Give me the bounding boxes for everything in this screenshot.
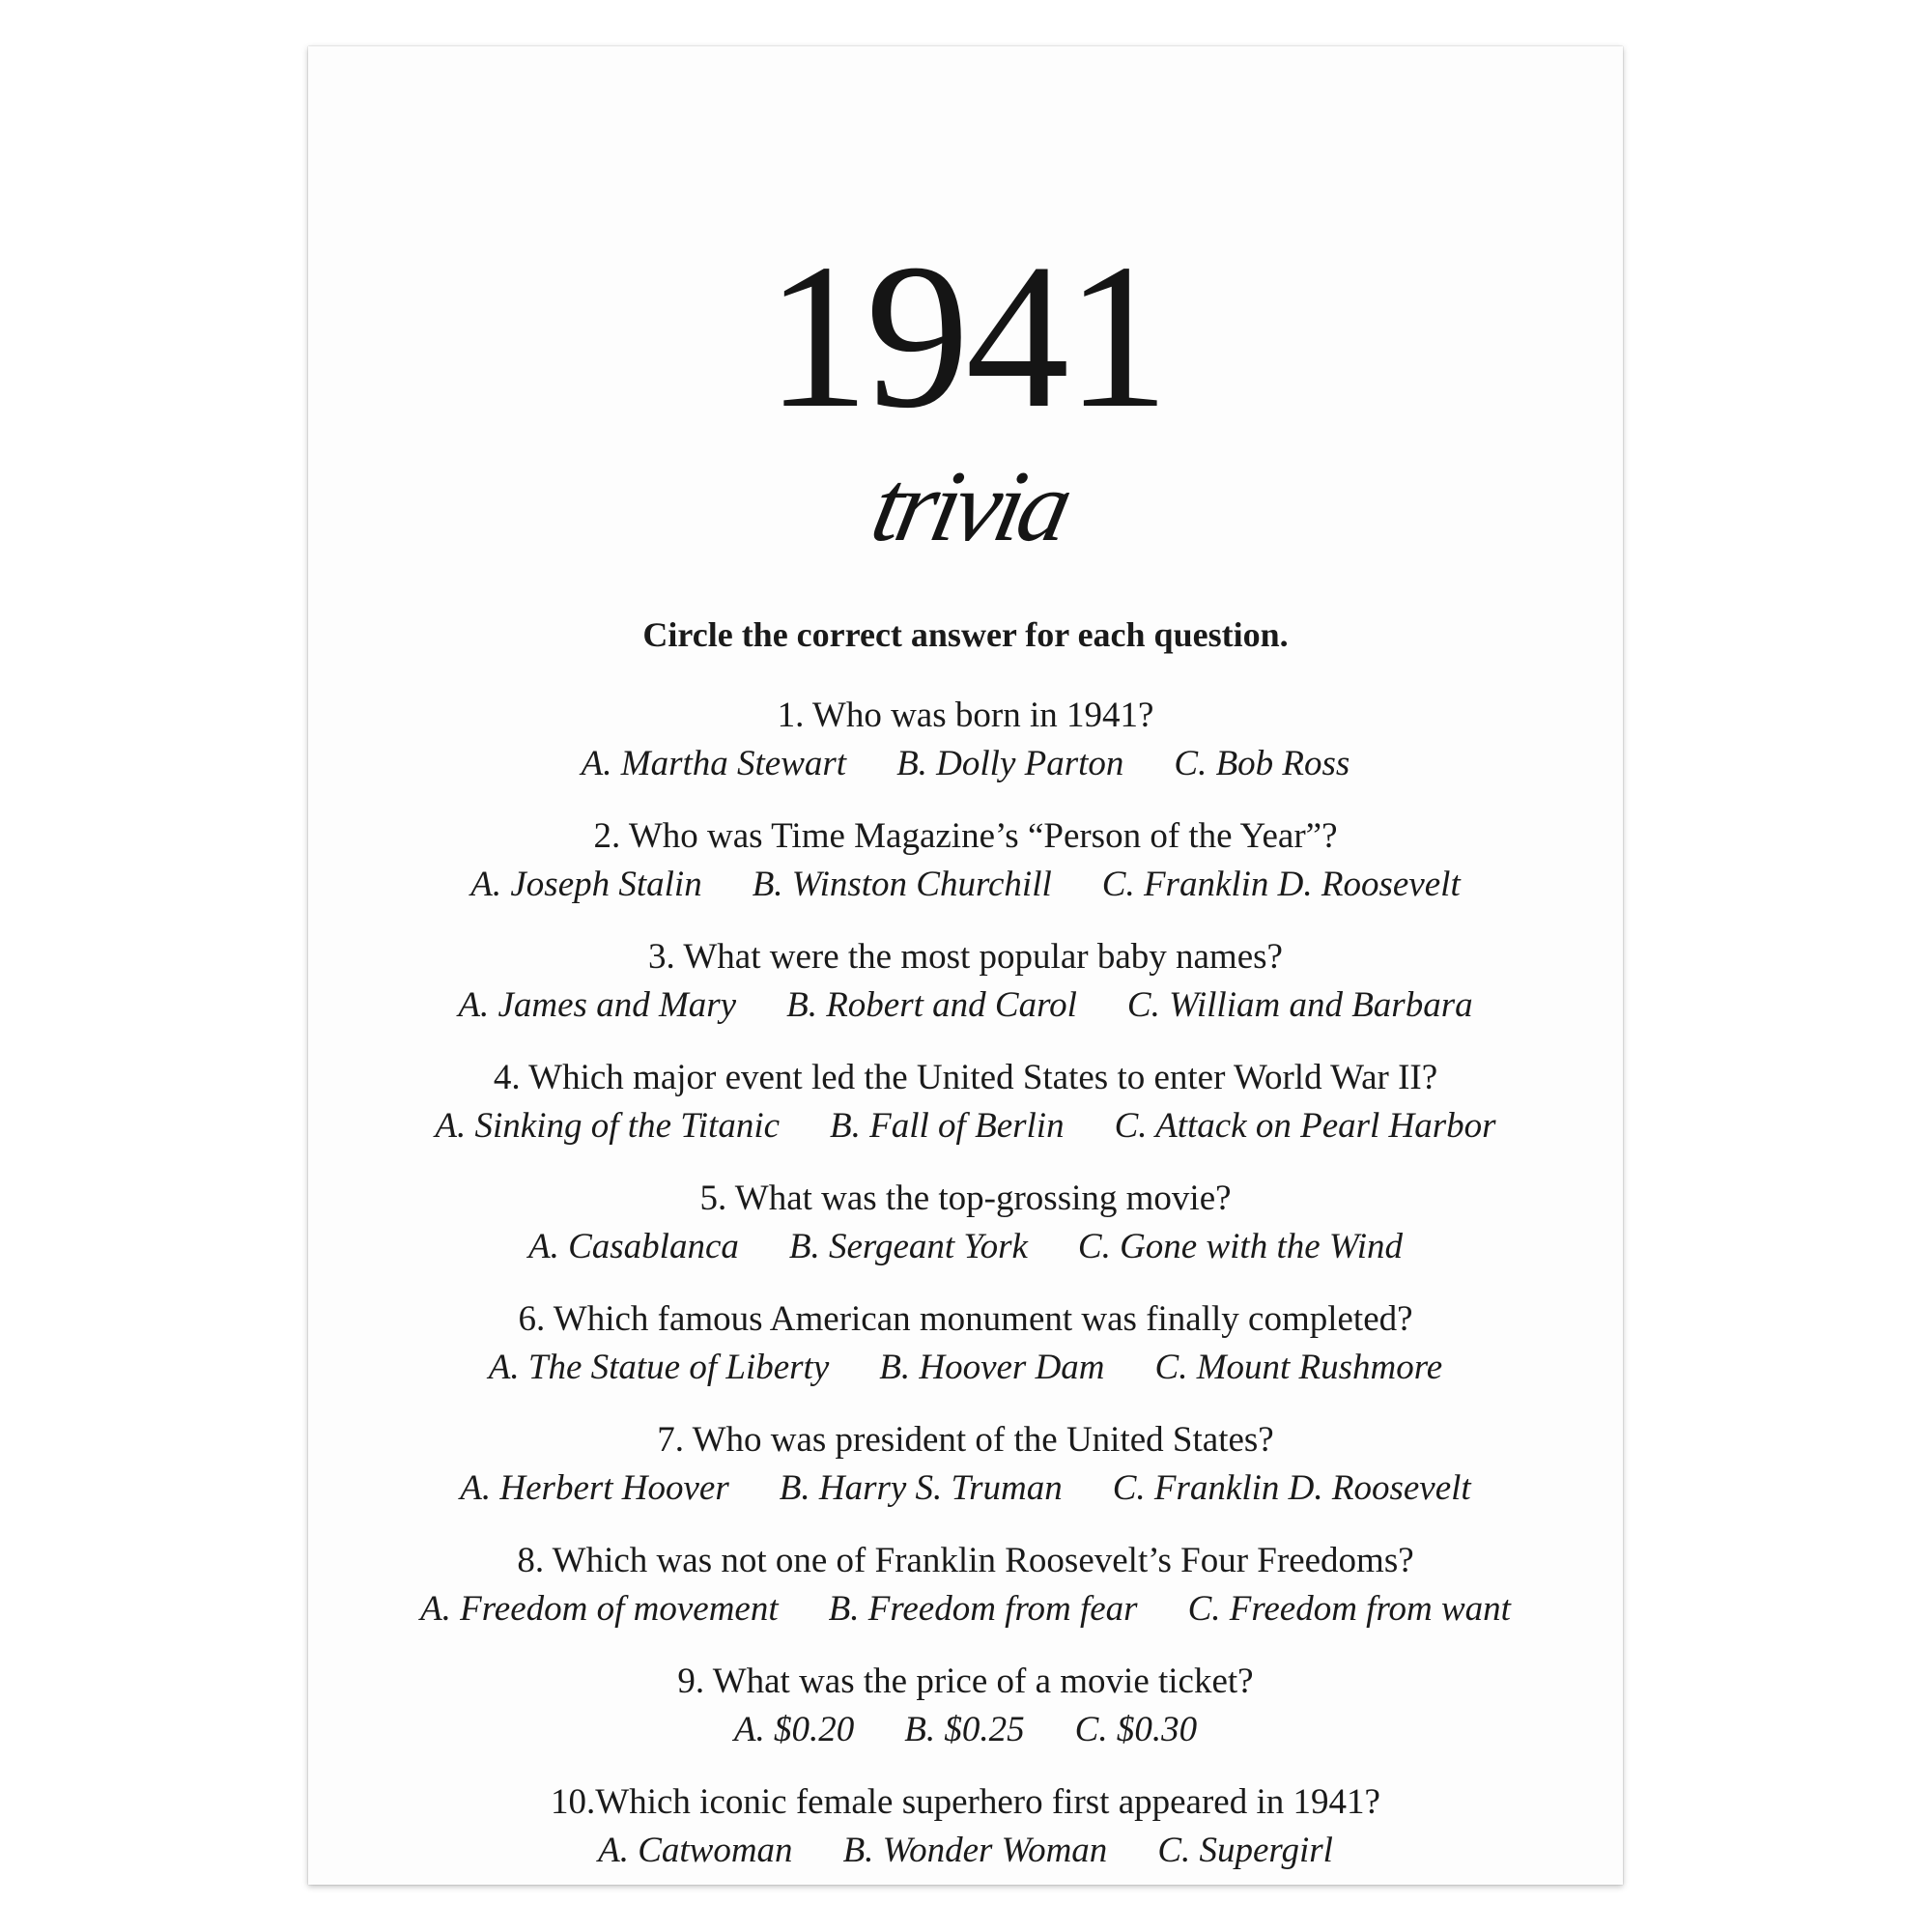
answer-option[interactable]: A. Herbert Hoover bbox=[460, 1468, 729, 1508]
question-item bbox=[308, 1778, 1623, 1899]
answer-options bbox=[308, 1464, 1623, 1513]
answer-option[interactable]: B. Winston Churchill bbox=[752, 865, 1052, 904]
question-text: 5. What was the top-grossing movie? bbox=[699, 1179, 1232, 1218]
answer-options bbox=[308, 1344, 1623, 1392]
answer-option[interactable]: C. William and Barbara bbox=[1126, 985, 1473, 1025]
answer-options bbox=[308, 1102, 1623, 1151]
answer-option[interactable]: B. Sergeant York bbox=[788, 1227, 1028, 1266]
answer-option[interactable]: B. Wonder Woman bbox=[842, 1831, 1108, 1870]
answer-option[interactable]: C. Bob Ross bbox=[1174, 744, 1350, 783]
answer-option[interactable]: A. Martha Stewart bbox=[581, 744, 847, 783]
answer-option[interactable]: A. Joseph Stalin bbox=[470, 865, 702, 904]
answer-option[interactable]: A. Sinking of the Titanic bbox=[435, 1106, 781, 1146]
question-item bbox=[308, 1537, 1623, 1658]
instructions: Circle the correct answer for each question. bbox=[642, 615, 1289, 654]
answer-option[interactable]: A. Freedom of movement bbox=[420, 1589, 779, 1629]
question-text: 4. Which major event led the United States to enter World War II? bbox=[493, 1058, 1438, 1097]
answer-options bbox=[308, 740, 1623, 788]
question-text: 6. Which famous American monument was finally completed? bbox=[518, 1299, 1413, 1339]
answer-option[interactable]: A. Catwoman bbox=[598, 1831, 793, 1870]
answer-option[interactable]: A. $0.20 bbox=[733, 1710, 855, 1749]
answer-option[interactable]: C. $0.30 bbox=[1074, 1710, 1198, 1749]
title-year: 1941 bbox=[765, 220, 1166, 451]
answer-option[interactable]: A. Casablanca bbox=[528, 1227, 739, 1266]
question-item bbox=[308, 1175, 1623, 1295]
answer-option[interactable]: A. James and Mary bbox=[458, 985, 737, 1025]
answer-options bbox=[308, 1706, 1623, 1754]
question-item bbox=[308, 1416, 1623, 1537]
answer-option[interactable]: C. Mount Rushmore bbox=[1154, 1348, 1443, 1387]
answer-option[interactable]: B. Freedom from fear bbox=[828, 1589, 1138, 1629]
question-item bbox=[308, 933, 1623, 1054]
question-text: 2. Who was Time Magazine’s “Person of the Year”? bbox=[593, 816, 1338, 856]
question-item bbox=[308, 812, 1623, 933]
answer-options bbox=[308, 981, 1623, 1030]
answer-options bbox=[308, 1827, 1623, 1875]
answer-option[interactable]: A. The Statue of Liberty bbox=[488, 1348, 830, 1387]
answer-option[interactable]: B. Fall of Berlin bbox=[830, 1106, 1065, 1146]
answer-option[interactable]: C. Attack on Pearl Harbor bbox=[1114, 1106, 1496, 1146]
answer-option[interactable]: B. Hoover Dam bbox=[879, 1348, 1105, 1387]
question-text: 3. What were the most popular baby names? bbox=[648, 937, 1283, 977]
question-item bbox=[308, 692, 1623, 812]
answer-option[interactable]: C. Freedom from want bbox=[1187, 1589, 1511, 1629]
question-item bbox=[308, 1658, 1623, 1778]
title-subtitle: trivia bbox=[863, 449, 1078, 562]
question-item bbox=[308, 1054, 1623, 1175]
question-list bbox=[308, 692, 1623, 1899]
answer-options bbox=[308, 861, 1623, 909]
answer-option[interactable]: B. Dolly Parton bbox=[896, 744, 1124, 783]
question-text: 7. Who was president of the United States? bbox=[657, 1420, 1274, 1460]
answer-option[interactable]: B. Harry S. Truman bbox=[779, 1468, 1063, 1508]
trivia-card bbox=[308, 46, 1623, 1885]
question-item bbox=[308, 1295, 1623, 1416]
answer-options bbox=[308, 1585, 1623, 1634]
answer-options bbox=[308, 1223, 1623, 1271]
answer-option[interactable]: C. Franklin D. Roosevelt bbox=[1112, 1468, 1471, 1508]
question-text: 8. Which was not one of Franklin Roosevelt’s Four Freedoms? bbox=[517, 1541, 1414, 1580]
answer-option[interactable]: C. Gone with the Wind bbox=[1077, 1227, 1403, 1266]
question-text: 10.Which iconic female superhero first appeared in 1941? bbox=[551, 1782, 1380, 1822]
question-text: 9. What was the price of a movie ticket? bbox=[677, 1662, 1254, 1701]
answer-option[interactable]: C. Supergirl bbox=[1157, 1831, 1333, 1870]
answer-option[interactable]: B. $0.25 bbox=[904, 1710, 1025, 1749]
answer-option[interactable]: B. Robert and Carol bbox=[786, 985, 1077, 1025]
answer-option[interactable]: C. Franklin D. Roosevelt bbox=[1101, 865, 1461, 904]
question-text: 1. Who was born in 1941? bbox=[777, 696, 1154, 735]
